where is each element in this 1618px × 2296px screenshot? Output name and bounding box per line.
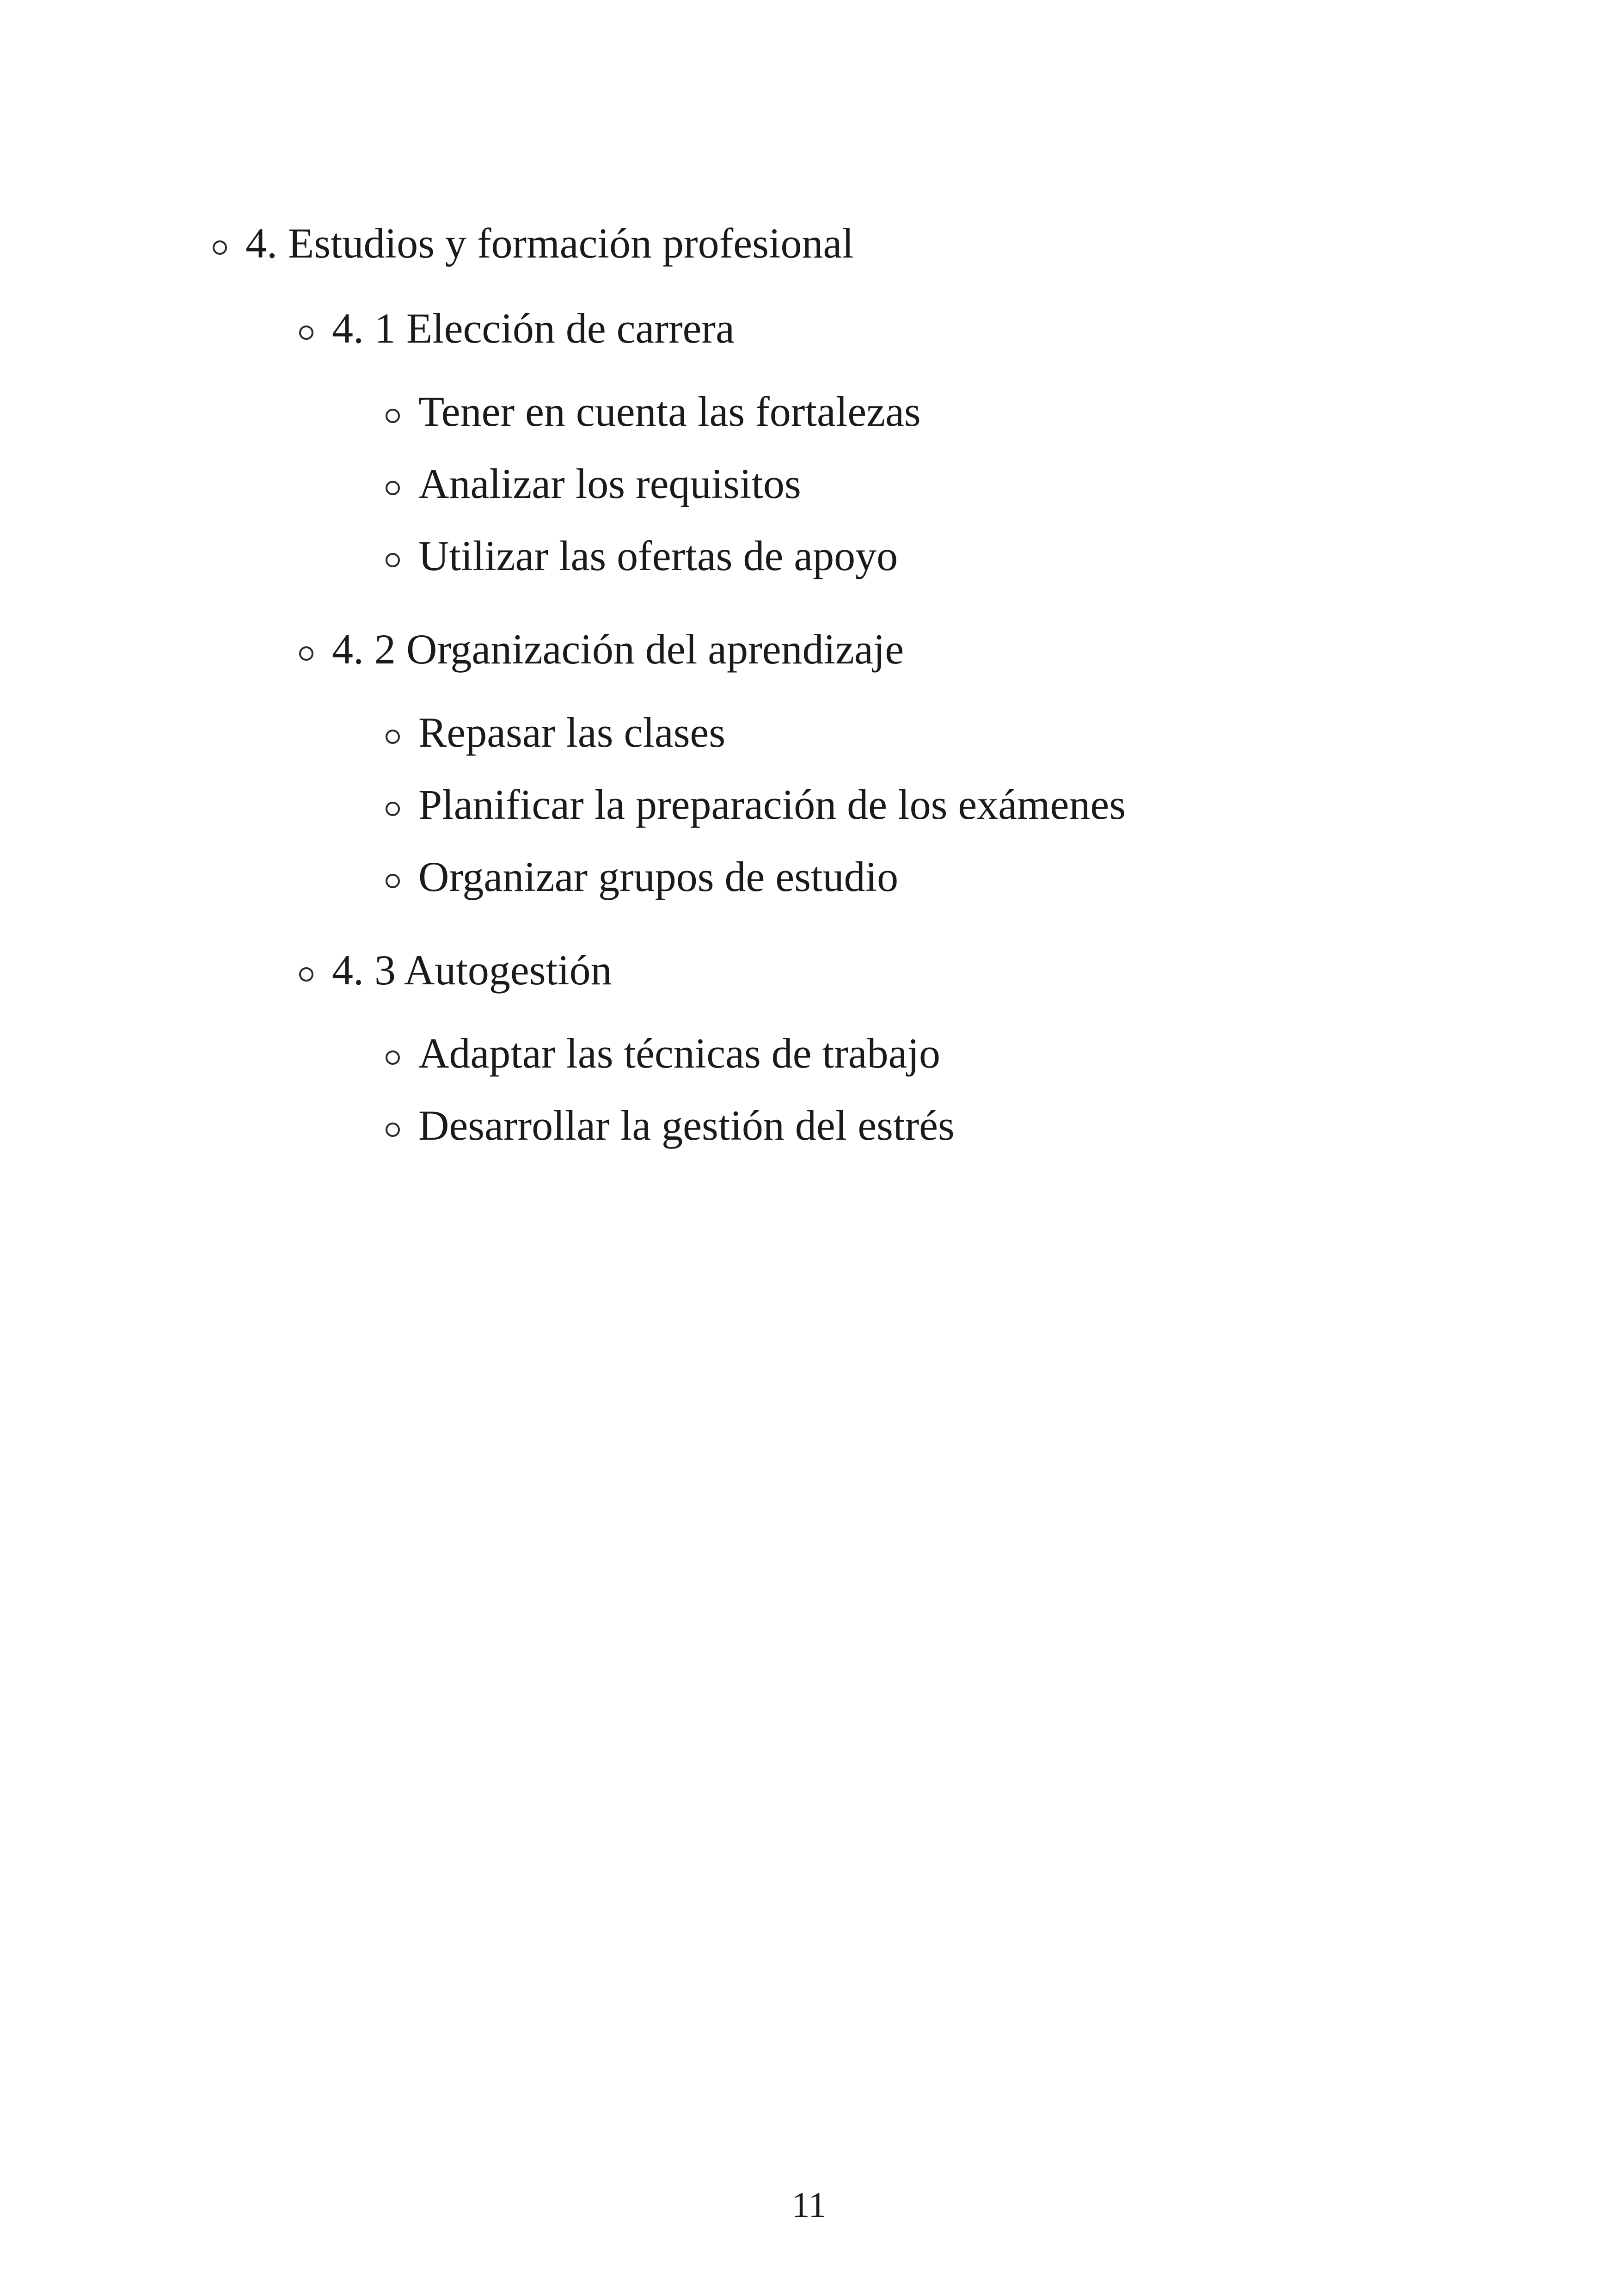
- hollow-circle-bullet-icon: [386, 1123, 400, 1137]
- outline-section-item: [299, 626, 1553, 673]
- outline-subitem: [386, 1030, 1553, 1077]
- outline-section-label: 4. 2 Organización del aprendizaje: [332, 626, 904, 673]
- hollow-circle-bullet-icon: [299, 967, 313, 982]
- outline-subitem-label: Organizar grupos de estudio: [418, 853, 899, 900]
- hollow-circle-bullet-icon: [213, 240, 227, 255]
- hollow-circle-bullet-icon: [386, 409, 400, 423]
- hollow-circle-bullet-icon: [386, 802, 400, 816]
- outline-section-label: 4. 1 Elección de carrera: [332, 305, 735, 352]
- outline-subitem-label: Analizar los requisitos: [418, 460, 801, 507]
- hollow-circle-bullet-icon: [386, 553, 400, 567]
- outline-subitem: [386, 855, 1553, 898]
- outline-subitem-label: Desarrollar la gestión del estrés: [418, 1102, 955, 1149]
- outline-root-item: [213, 220, 1553, 267]
- hollow-circle-bullet-icon: [299, 325, 313, 340]
- outline-list: [213, 222, 1553, 1147]
- outline-subitem-label: Utilizar las ofertas de apoyo: [418, 532, 898, 579]
- hollow-circle-bullet-icon: [386, 1050, 400, 1065]
- outline-subitem: [386, 390, 1553, 433]
- hollow-circle-bullet-icon: [386, 730, 400, 744]
- outline-subitem: [386, 1104, 1553, 1147]
- outline-subitem: [386, 462, 1553, 505]
- page-number: 11: [791, 2185, 827, 2225]
- hollow-circle-bullet-icon: [386, 481, 400, 495]
- outline-subitem-label: Repasar las clases: [418, 709, 726, 756]
- hollow-circle-bullet-icon: [299, 646, 313, 661]
- outline-section-item: [299, 946, 1553, 994]
- outline-subitem-label: Adaptar las técnicas de trabajo: [418, 1030, 941, 1077]
- hollow-circle-bullet-icon: [386, 874, 400, 888]
- outline-subitem-label: Tener en cuenta las fortalezas: [418, 388, 921, 435]
- outline-section-label: 4. 3 Autogestión: [332, 946, 612, 994]
- outline-root-label: 4. Estudios y formación profesional: [245, 220, 854, 267]
- outline-subitem-label: Planificar la preparación de los exámenes: [418, 781, 1126, 828]
- outline-section-item: [299, 307, 1553, 350]
- outline-subitem: [386, 711, 1553, 754]
- outline-subitem: [386, 534, 1553, 577]
- outline-subitem: [386, 783, 1553, 826]
